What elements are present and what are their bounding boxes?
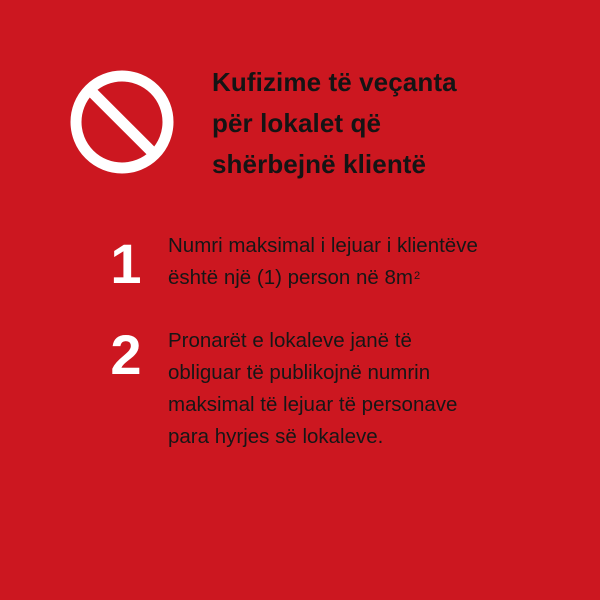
rule-number: 1: [110, 232, 142, 295]
rule-text-line: [168, 262, 568, 294]
title-line: për lokalet që: [212, 108, 382, 138]
prohibited-icon: [70, 70, 174, 174]
rule-text-line: Numri maksimal i lejuar i klientëve: [168, 234, 478, 257]
rule-text-line: obliguar të publikojnë numrin: [168, 361, 431, 384]
rule-text-line: maksimal të lejuar të personave: [168, 393, 458, 416]
rule-number: 2: [110, 323, 142, 386]
rule-text-line: para hyrjes së lokaleve.: [168, 425, 384, 448]
title-line: Kufizime të veçanta: [212, 67, 457, 97]
rule-text: [168, 230, 568, 294]
title-line: shërbejnë klientë: [212, 149, 427, 179]
superscript: 2: [414, 270, 421, 282]
rule-text-line-content: është një (1) person në 8m: [168, 266, 413, 289]
rule-text-line: Pronarët e lokaleve janë të: [168, 329, 412, 352]
rule-text: [168, 325, 568, 453]
page-title: [212, 62, 572, 185]
